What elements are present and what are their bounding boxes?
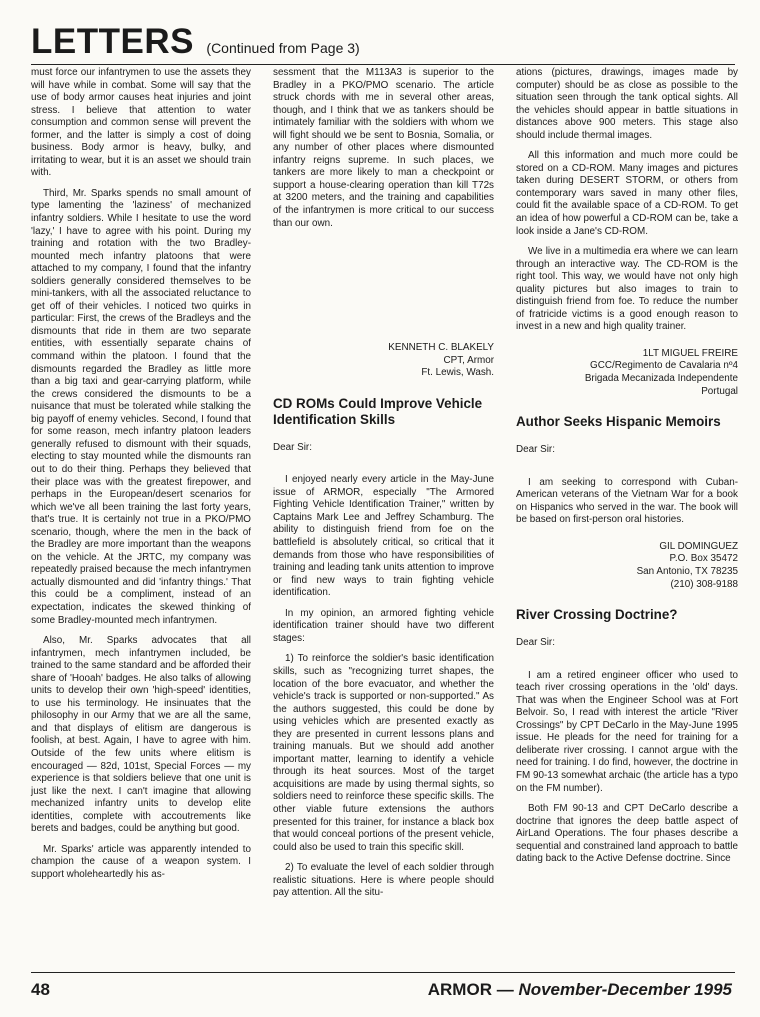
paragraph: I am a retired engineer officer who used to teach river crossing operations in the 'old' days. That was when the Engineer School was at Fort Belvoir. So, I read with interest the article "River Crossings" by CPT DeCarlo in the May-June 1995 issue. He pleads for the need for training for a deliberate river crossing. I cannot argue with the need for training. I do find, however, the doctrine in FM 90-13 somewhat archaic (the article has a typo on the FM number). <box>516 669 738 794</box>
column-3 <box>516 67 738 874</box>
signature-name: GIL DOMINGUEZ <box>659 540 738 552</box>
salutation: Dear Sir: <box>273 441 312 453</box>
signature-phone: (210) 308-9188 <box>670 578 738 590</box>
spacer <box>273 238 494 342</box>
magazine-issue <box>428 980 732 1000</box>
section-title: LETTERS <box>31 22 194 61</box>
column-2 <box>273 67 494 908</box>
paragraph: Mr. Sparks' article was apparently intended to champion the cause of a weapon system. I support wholeheartedly his as- <box>31 843 251 880</box>
letter-heading-cd-roms: CD ROMs Could Improve Vehicle Identification Skills <box>273 395 483 427</box>
paragraph: 2) To evaluate the level of each soldier through realistic situations. Here is where people should pay attention. All the situ- <box>273 862 494 899</box>
paragraph: We live in a multimedia era where we can learn through an interactive way. The CD-ROM is the right tool. This way, we would have not only high quality pictures but also images to train to distinguish friend from foe. To reduce the number of fratricide victims is a good enough reason to invest in a new and high quality trainer. <box>516 246 738 333</box>
signature-freire <box>516 348 738 398</box>
column-1 <box>31 67 251 889</box>
signature-name: 1LT MIGUEL FREIRE <box>642 347 738 359</box>
signature-brigade: Brigada Mecanizada Independente <box>584 373 738 385</box>
letter-heading-river-crossing: River Crossing Doctrine? <box>516 607 678 623</box>
page-header <box>31 22 740 62</box>
signature-address: P.O. Box 35472 <box>669 553 738 565</box>
salutation: Dear Sir: <box>516 444 555 456</box>
paragraph: All this information and much more could be stored on a CD-ROM. Many images and pictures taken during DESERT STORM, or others from contemporary wars saved in many other files, could fit the available space of a CD-ROM. To get an idea of how powerful a CD-ROM can be, take a look inside a Jane's CD-ROM. <box>516 150 738 237</box>
paragraph: I am seeking to correspond with Cuban-American veterans of the Vietnam War for a book on Hispanics who served in the war. The book will be based on first-person oral histories. <box>516 476 738 526</box>
paragraph: I enjoyed nearly every article in the May-June issue of ARMOR, especially "The Armored Fighting Vehicle Identification Trainer," written by Captains Mark Lee and Jeffrey Schamburg. The ability to distinguish friend from foe on the battlefield is absolutely critical, so critical that it demands from those who have responsibilities of training and leading tank units attention to improve or find new ways to train fighting vehicle identification. <box>273 474 494 599</box>
signature-country: Portugal <box>701 385 738 397</box>
signature-name: KENNETH C. BLAKELY <box>388 342 494 354</box>
header-rule <box>31 64 735 65</box>
magazine-name: ARMOR — <box>427 980 514 999</box>
signature-blakely <box>273 342 494 380</box>
signature-location: Ft. Lewis, Wash. <box>421 367 494 379</box>
signature-unit: GCC/Regimento de Cavalaria nº4 <box>590 360 738 372</box>
paragraph: 1) To reinforce the soldier's basic identification skills, such as "recognizing turret shapes, the location of the bore evacuator, and whether the vehicle's track is supported or non-supported." As the authors suggested, this could be done by using vehicles which are presented exactly as they are presented in current lessons plans and training manuals. But we should add another important matter, learning to identify a vehicle through its heat sources. Most of the target acquisitions are made by using thermal sights, so soldiers need to reinforce these specific skills. The other viable future extensions the authors presented for this trainer, for instance a black box that would conceal portions of the present vehicle, could also be used to train this specific skill. <box>273 653 494 853</box>
paragraph: sessment that the M113A3 is superior to the Bradley in a PKO/PMO scenario. The article struck chords with me in several other areas, though, and I think that we as tankers should be intimately familiar with the soldiers with whom we will fight should we be sent to Bosnia, Somalia, or any number of other places where dismounted infantry reigns supreme. In such places, we tankers are more likely to man a checkpoint or support a house-clearing operation than kill T72s at 3200 meters, and the training and capabilities of the infantrymen is more critical to our success than our own. <box>273 67 494 229</box>
signature-city: San Antonio, TX 78235 <box>636 565 738 577</box>
issue-date: November-December 1995 <box>518 980 732 999</box>
signature-rank: CPT, Armor <box>443 354 494 366</box>
paragraph: must force our infantrymen to use the assets they will have while in combat. Some will say that the use of body armor causes heat injuries and joint stress. I believe that attention to water consumption and common sense will prevent the former, and the latter is simply a cost of doing business. Body armor is heavy, bulky, and irritating to wear, but it is an asset we should train with. <box>31 67 251 179</box>
letter-heading-hispanic-memoirs: Author Seeks Hispanic Memoirs <box>516 414 721 430</box>
continuation-note: (Continued from Page 3) <box>206 40 360 56</box>
paragraph: Also, Mr. Sparks advocates that all infantrymen, mech infantrymen included, be trained to the same standard and be afforded their share of 'Hooah' badges. He also talks of allowing units to develop their own 'high-speed' identities, to use his terminology. He insinuates that the philosophy in our Army that we are all the same, and that displays of elitism are dangerous is foolish, at best. Again, I have to agree with him. Outside of the few units where elitism is encouraged — 82d, 101st, Special Forces — my experience is that soldiers believe that one unit is just like the next. I can't imagine that allowing mechanized infantry units to develop elite identities, complete with accoutrements like berets and badges, could be anything but good. <box>31 635 251 835</box>
paragraph: Both FM 90-13 and CPT DeCarlo describe a doctrine that ignores the deep battle aspect of AirLand Operations. The four phases describe a sequential and constrained land approach to battle dating back to the Active Defense doctrine. Since <box>516 803 738 865</box>
page-number: 48 <box>31 980 50 999</box>
paragraph: In my opinion, an armored fighting vehicle identification trainer should have two different stages: <box>273 607 494 644</box>
paragraph: ations (pictures, drawings, images made by computer) should be as close as possible to the situation seen through the tank optical sights. All the vehicles should appear in battle situations in distances above 900 meters. This stage also should include thermal images. <box>516 67 738 141</box>
signature-dominguez <box>516 541 738 591</box>
salutation: Dear Sir: <box>516 637 555 649</box>
paragraph: Third, Mr. Sparks spends no small amount of type lamenting the 'laziness' of mechanized infantry soldiers. While I hesitate to use the word 'lazy,' I have to agree with his point. During my training and rotation with the two Bradley-mounted mech infantry platoons that were attached to my company, I found that the infantry soldiers generally considered themselves to be mini-tankers, with all the associated reluctance to get off of their vehicles. I noticed two quirks in particular: First, the crews of the Bradleys and the dismounts that ride in them are two separate entities, with essentially separate chains of command within the platoon. I found that the dismounts regarded the Bradley as little more than a big taxi and gear-carrying platform, while the crews considered the dismounts to be a nuisance that must be tolerated while stalking the big payoff of enemy vehicles. Second, I found that for some reason, mech infantry platoon leaders generally refused to dismount with their squads, electing to stay mounted while the dismounts ran out to do their thing. Perhaps they believed that their place was with the greatest firepower, and perhaps in the European/desert scenarios for which we've all been training the last forty years, that's true. It is certainly not true in a PKO/PMO scenario, though, where the men in the back of the Bradley are more important than the weapons on the vehicle. At the JRTC, my company was repeatedly praised because the mech infantrymen actually dismounted and did 'infantry things.' That this could be a compliment, instead of an expectation, indicates the skewed thinking of some Bradley-mounted mech infantrymen. <box>31 187 251 626</box>
page-footer <box>31 980 732 1004</box>
footer-rule <box>31 972 735 973</box>
